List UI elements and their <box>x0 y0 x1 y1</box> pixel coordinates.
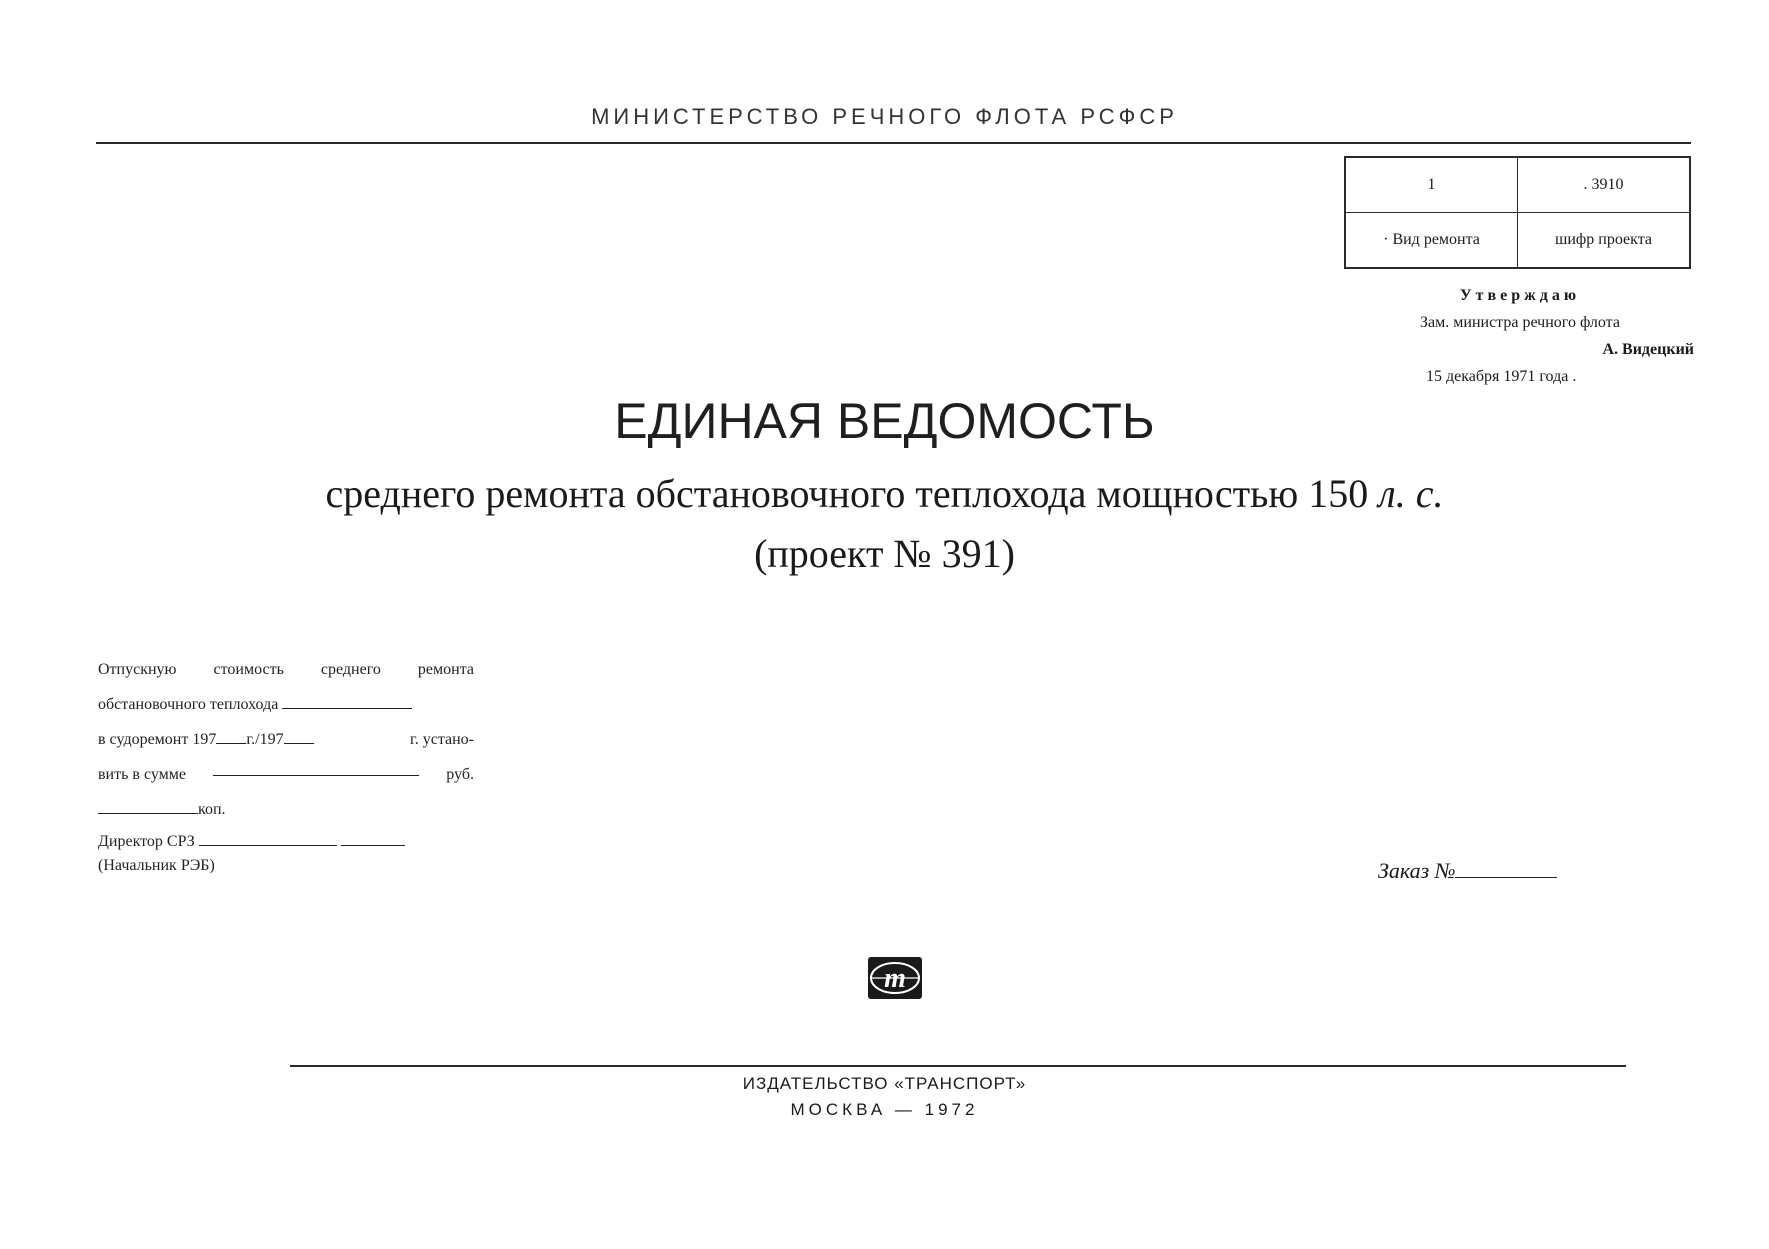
blank-line <box>98 795 198 814</box>
blank-line <box>284 725 314 744</box>
approval-date: 15 декабря 1971 года . <box>1426 368 1577 385</box>
blank-line <box>216 725 246 744</box>
publication-place-year: МОСКВА — 1972 <box>790 1100 979 1119</box>
repair-type-value: 1 <box>1345 157 1518 213</box>
publisher-logo-icon <box>866 954 924 1002</box>
note-text: руб. <box>446 766 474 783</box>
order-blank-line <box>1455 859 1557 878</box>
price-note <box>98 652 474 878</box>
note-text: в судоремонт 197 <box>98 731 217 748</box>
price-note-line-5 <box>98 792 474 827</box>
subtitle-text: среднего ремонта обстановочного теплохода мощностью 150 <box>325 471 1369 516</box>
order-label: Заказ № <box>1378 858 1456 883</box>
repair-type-label: · Вид ремонта <box>1345 213 1518 269</box>
note-word: Отпускную <box>98 661 177 678</box>
note-text: г. устано- <box>409 731 474 748</box>
note-word: ремонта <box>417 661 474 678</box>
bottom-divider <box>290 1065 1626 1067</box>
blank-line <box>213 757 419 776</box>
note-word: среднего <box>320 661 381 678</box>
publisher-name: ИЗДАТЕЛЬСТВО «ТРАНСПОРТ» <box>742 1074 1027 1093</box>
note-word: стоимость <box>213 661 284 678</box>
project-code-label: шифр проекта <box>1518 213 1691 269</box>
price-note-director <box>98 827 474 854</box>
approval-word: Утверждаю <box>1459 287 1581 304</box>
note-text: коп. <box>198 801 226 818</box>
document-subtitle <box>0 470 1769 517</box>
blank-line <box>282 690 412 709</box>
project-number: (проект № 391) <box>754 531 1015 576</box>
price-note-line-1 <box>98 652 474 687</box>
order-number <box>1378 858 1557 884</box>
price-note-line-4 <box>98 757 474 792</box>
logo-letter: т <box>884 963 906 994</box>
price-note-line-2 <box>98 687 474 722</box>
approval-position: Зам. министра речного флота <box>1420 314 1620 331</box>
note-text: г./197 <box>246 731 284 748</box>
top-divider <box>96 142 1691 144</box>
price-note-line-3 <box>98 722 474 757</box>
power-unit: л. с. <box>1378 471 1444 516</box>
director-label: Директор СРЗ <box>98 833 195 850</box>
note-text: обстановочного теплохода <box>98 696 279 713</box>
ministry-header: МИНИСТЕРСТВО РЕЧНОГО ФЛОТА РСФСР <box>591 104 1178 129</box>
signature-line <box>341 827 405 846</box>
price-note-chief: (Начальник РЭБ) <box>98 857 215 874</box>
approval-name: А. Видецкий <box>1602 341 1694 358</box>
approval-block <box>1330 282 1710 390</box>
document-title: ЕДИНАЯ ВЕДОМОСТЬ <box>614 393 1155 449</box>
project-code-value: . 3910 <box>1518 157 1691 213</box>
note-text: вить в сумме <box>98 766 186 783</box>
code-box <box>1344 156 1691 269</box>
signature-line <box>199 827 337 846</box>
